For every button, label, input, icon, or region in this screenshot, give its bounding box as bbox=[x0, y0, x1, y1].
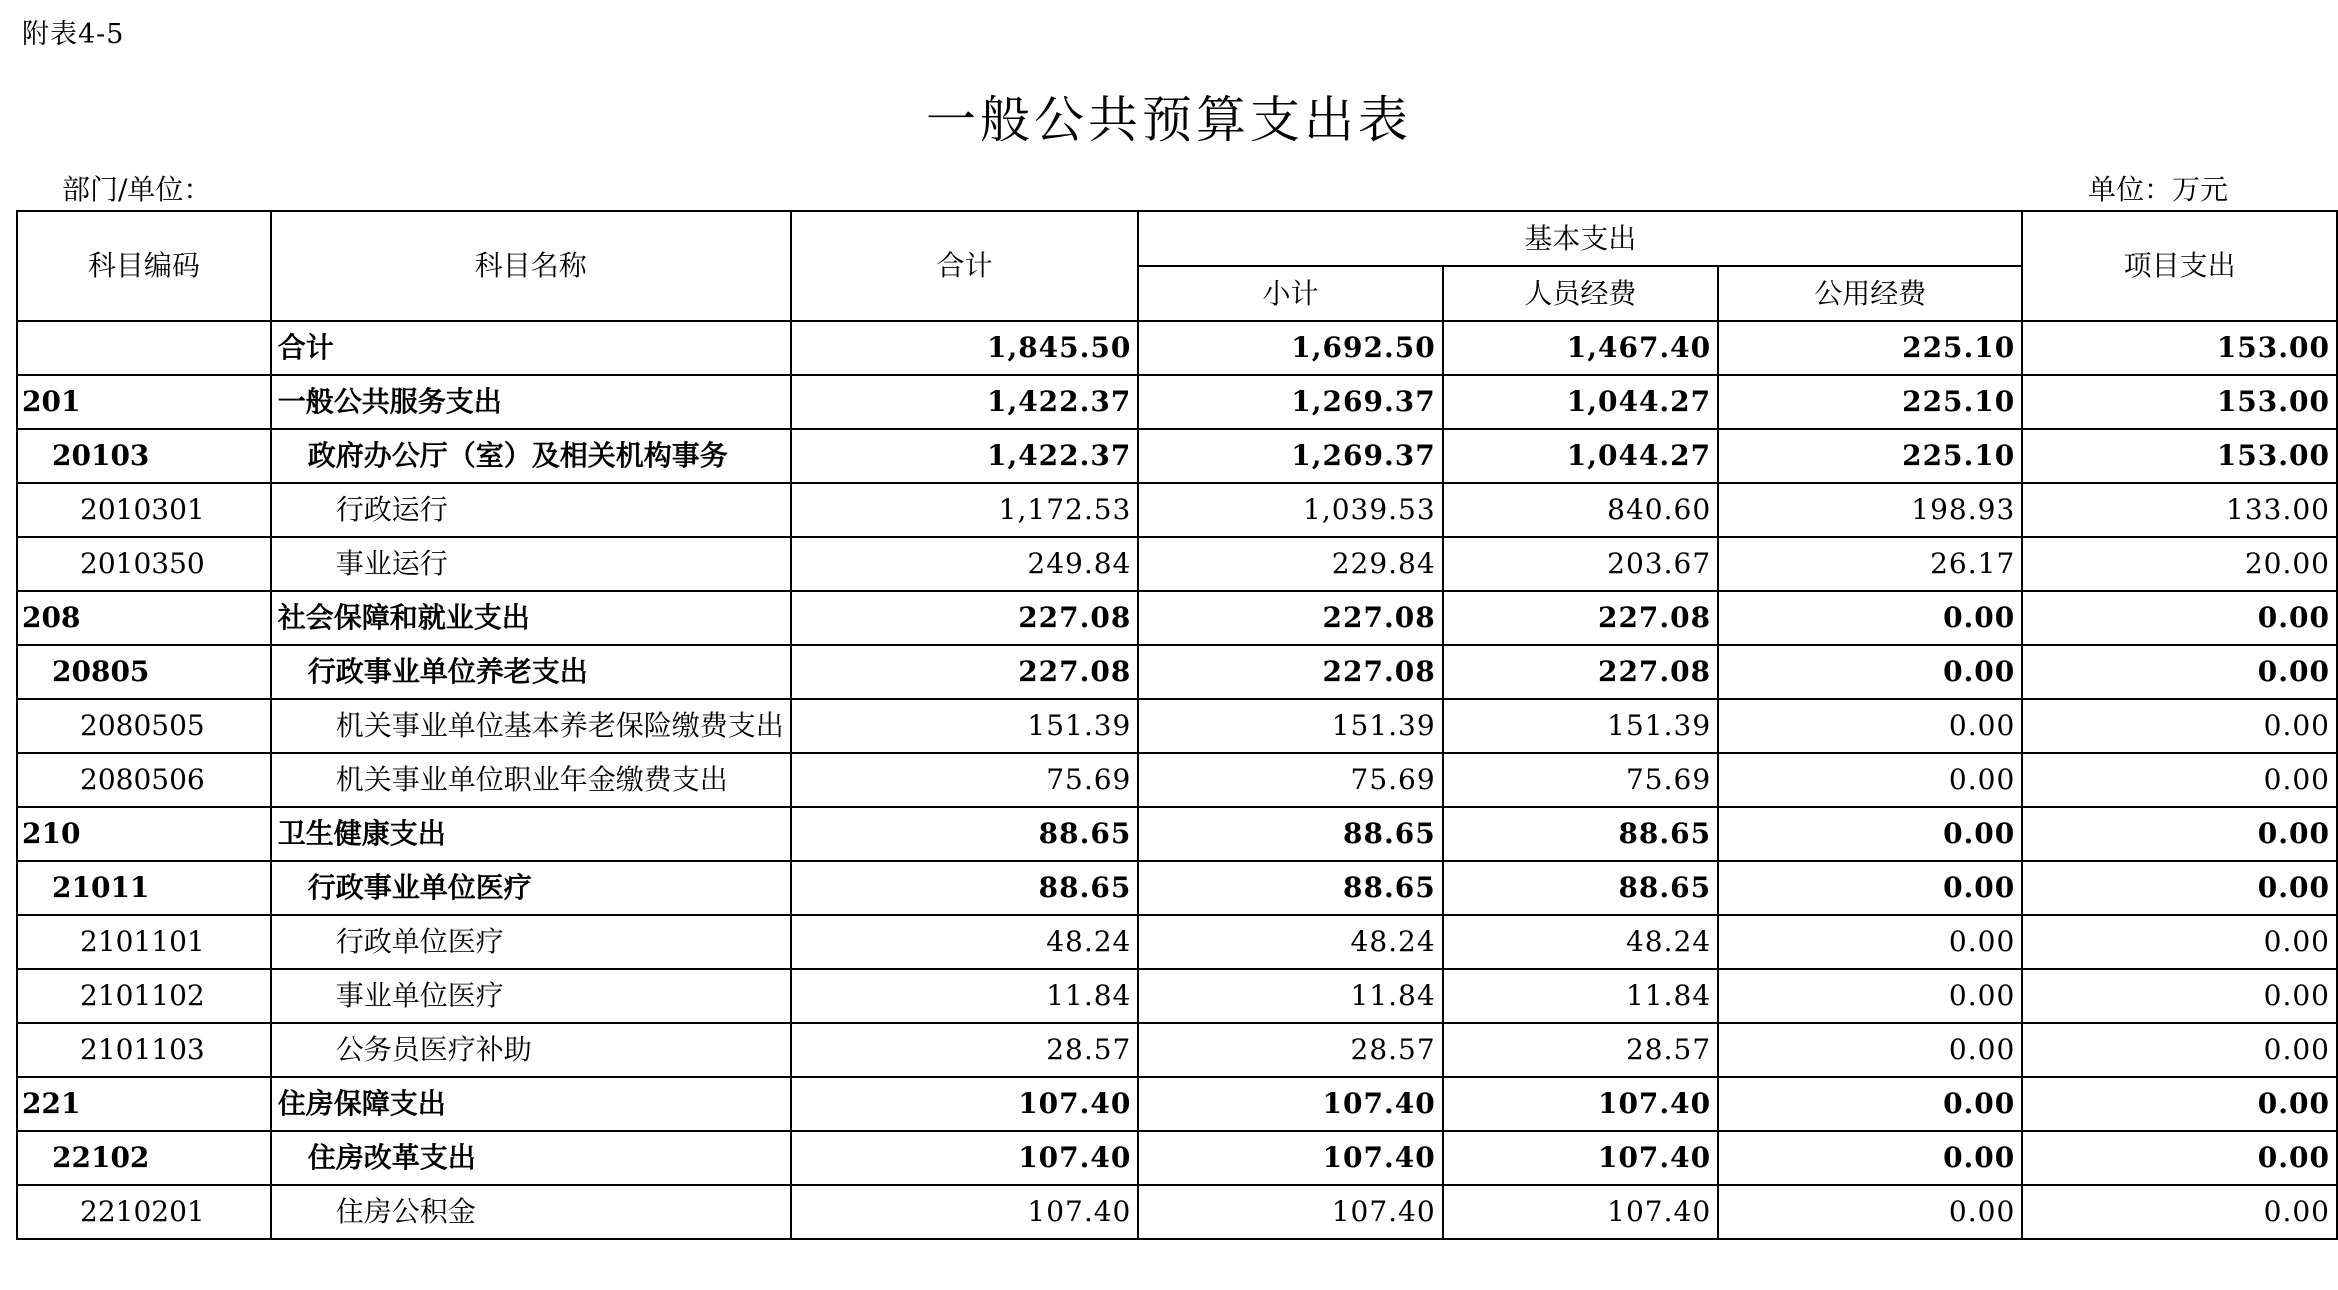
header-row-1 bbox=[17, 211, 2337, 266]
page-title: 一般公共预算支出表 bbox=[926, 91, 1412, 149]
table-row bbox=[17, 429, 2337, 483]
subject-code-cell: 2101102 bbox=[17, 969, 271, 1023]
subtotal-cell: 229.84 bbox=[1138, 537, 1442, 591]
header-name: 科目名称 bbox=[271, 211, 791, 321]
project-cell: 0.00 bbox=[2022, 1185, 2337, 1239]
project-cell: 153.00 bbox=[2022, 375, 2337, 429]
project-cell: 0.00 bbox=[2022, 915, 2337, 969]
public-cell: 0.00 bbox=[1718, 591, 2022, 645]
total-cell: 227.08 bbox=[791, 645, 1139, 699]
public-cell: 0.00 bbox=[1718, 969, 2022, 1023]
subject-code-cell bbox=[17, 321, 271, 375]
total-cell: 75.69 bbox=[791, 753, 1139, 807]
subject-code-cell: 210 bbox=[17, 807, 271, 861]
table-row bbox=[17, 591, 2337, 645]
personnel-cell: 11.84 bbox=[1443, 969, 1718, 1023]
subject-code-cell: 2210201 bbox=[17, 1185, 271, 1239]
table-row bbox=[17, 753, 2337, 807]
table-row bbox=[17, 915, 2337, 969]
subject-name-cell: 行政运行 bbox=[271, 483, 791, 537]
header-subtotal: 小计 bbox=[1138, 266, 1442, 321]
table-row bbox=[17, 1077, 2337, 1131]
subtotal-cell: 107.40 bbox=[1138, 1185, 1442, 1239]
public-cell: 0.00 bbox=[1718, 1131, 2022, 1185]
subtotal-cell: 75.69 bbox=[1138, 753, 1442, 807]
total-cell: 249.84 bbox=[791, 537, 1139, 591]
personnel-cell: 48.24 bbox=[1443, 915, 1718, 969]
total-cell: 28.57 bbox=[791, 1023, 1139, 1077]
header-basic-expenditure: 基本支出 bbox=[1138, 211, 2022, 266]
annex-label: 附表4-5 bbox=[22, 19, 125, 50]
project-cell: 133.00 bbox=[2022, 483, 2337, 537]
project-cell: 153.00 bbox=[2022, 429, 2337, 483]
personnel-cell: 227.08 bbox=[1443, 645, 1718, 699]
header-total: 合计 bbox=[791, 211, 1139, 321]
subtotal-cell: 151.39 bbox=[1138, 699, 1442, 753]
subject-code-cell: 20103 bbox=[17, 429, 271, 483]
total-cell: 1,172.53 bbox=[791, 483, 1139, 537]
subtotal-cell: 1,269.37 bbox=[1138, 429, 1442, 483]
total-cell: 151.39 bbox=[791, 699, 1139, 753]
header-code: 科目编码 bbox=[17, 211, 271, 321]
table-row bbox=[17, 1023, 2337, 1077]
public-cell: 225.10 bbox=[1718, 321, 2022, 375]
total-cell: 88.65 bbox=[791, 861, 1139, 915]
public-cell: 0.00 bbox=[1718, 915, 2022, 969]
total-cell: 107.40 bbox=[791, 1185, 1139, 1239]
public-cell: 0.00 bbox=[1718, 807, 2022, 861]
unit-label: 单位：万元 bbox=[2088, 173, 2229, 206]
subject-name-cell: 行政单位医疗 bbox=[271, 915, 791, 969]
public-cell: 0.00 bbox=[1718, 861, 2022, 915]
subtotal-cell: 88.65 bbox=[1138, 861, 1442, 915]
subject-name-cell: 政府办公厅（室）及相关机构事务 bbox=[271, 429, 791, 483]
subject-code-cell: 221 bbox=[17, 1077, 271, 1131]
subject-name-cell: 住房保障支出 bbox=[271, 1077, 791, 1131]
subject-code-cell: 2101101 bbox=[17, 915, 271, 969]
subtotal-cell: 227.08 bbox=[1138, 591, 1442, 645]
subject-name-cell: 行政事业单位医疗 bbox=[271, 861, 791, 915]
project-cell: 20.00 bbox=[2022, 537, 2337, 591]
project-cell: 0.00 bbox=[2022, 1077, 2337, 1131]
project-cell: 0.00 bbox=[2022, 699, 2337, 753]
table-body bbox=[17, 321, 2337, 1239]
personnel-cell: 1,467.40 bbox=[1443, 321, 1718, 375]
subtotal-cell: 48.24 bbox=[1138, 915, 1442, 969]
total-cell: 107.40 bbox=[791, 1131, 1139, 1185]
public-cell: 0.00 bbox=[1718, 1023, 2022, 1077]
table-row bbox=[17, 1131, 2337, 1185]
project-cell: 0.00 bbox=[2022, 645, 2337, 699]
total-cell: 1,422.37 bbox=[791, 429, 1139, 483]
public-cell: 26.17 bbox=[1718, 537, 2022, 591]
public-cell: 225.10 bbox=[1718, 429, 2022, 483]
personnel-cell: 107.40 bbox=[1443, 1077, 1718, 1131]
personnel-cell: 88.65 bbox=[1443, 861, 1718, 915]
subtotal-cell: 1,269.37 bbox=[1138, 375, 1442, 429]
total-cell: 227.08 bbox=[791, 591, 1139, 645]
public-cell: 0.00 bbox=[1718, 699, 2022, 753]
subject-code-cell: 21011 bbox=[17, 861, 271, 915]
subject-code-cell: 2101103 bbox=[17, 1023, 271, 1077]
personnel-cell: 88.65 bbox=[1443, 807, 1718, 861]
subject-code-cell: 2010301 bbox=[17, 483, 271, 537]
project-cell: 0.00 bbox=[2022, 753, 2337, 807]
personnel-cell: 840.60 bbox=[1443, 483, 1718, 537]
subtotal-cell: 11.84 bbox=[1138, 969, 1442, 1023]
table-row bbox=[17, 861, 2337, 915]
project-cell: 0.00 bbox=[2022, 807, 2337, 861]
table-row bbox=[17, 807, 2337, 861]
personnel-cell: 151.39 bbox=[1443, 699, 1718, 753]
personnel-cell: 75.69 bbox=[1443, 753, 1718, 807]
subtotal-cell: 1,039.53 bbox=[1138, 483, 1442, 537]
public-cell: 198.93 bbox=[1718, 483, 2022, 537]
public-cell: 225.10 bbox=[1718, 375, 2022, 429]
subtotal-cell: 1,692.50 bbox=[1138, 321, 1442, 375]
subject-name-cell: 合计 bbox=[271, 321, 791, 375]
budget-expenditure-table bbox=[16, 210, 2338, 1240]
subject-code-cell: 201 bbox=[17, 375, 271, 429]
personnel-cell: 203.67 bbox=[1443, 537, 1718, 591]
table-row bbox=[17, 645, 2337, 699]
personnel-cell: 1,044.27 bbox=[1443, 429, 1718, 483]
subtotal-cell: 88.65 bbox=[1138, 807, 1442, 861]
total-cell: 11.84 bbox=[791, 969, 1139, 1023]
subject-code-cell: 2080505 bbox=[17, 699, 271, 753]
personnel-cell: 1,044.27 bbox=[1443, 375, 1718, 429]
subject-name-cell: 卫生健康支出 bbox=[271, 807, 791, 861]
total-cell: 48.24 bbox=[791, 915, 1139, 969]
header-personnel: 人员经费 bbox=[1443, 266, 1718, 321]
project-cell: 153.00 bbox=[2022, 321, 2337, 375]
subtotal-cell: 107.40 bbox=[1138, 1131, 1442, 1185]
table-row bbox=[17, 969, 2337, 1023]
subtotal-cell: 107.40 bbox=[1138, 1077, 1442, 1131]
subject-name-cell: 机关事业单位基本养老保险缴费支出 bbox=[271, 699, 791, 753]
public-cell: 0.00 bbox=[1718, 1077, 2022, 1131]
header-project-expenditure: 项目支出 bbox=[2022, 211, 2337, 321]
subject-name-cell: 公务员医疗补助 bbox=[271, 1023, 791, 1077]
subject-name-cell: 社会保障和就业支出 bbox=[271, 591, 791, 645]
personnel-cell: 107.40 bbox=[1443, 1185, 1718, 1239]
table-row bbox=[17, 1185, 2337, 1239]
project-cell: 0.00 bbox=[2022, 969, 2337, 1023]
table-row bbox=[17, 483, 2337, 537]
subject-name-cell: 住房改革支出 bbox=[271, 1131, 791, 1185]
table-row bbox=[17, 321, 2337, 375]
personnel-cell: 227.08 bbox=[1443, 591, 1718, 645]
project-cell: 0.00 bbox=[2022, 1023, 2337, 1077]
project-cell: 0.00 bbox=[2022, 861, 2337, 915]
table-row bbox=[17, 699, 2337, 753]
subtotal-cell: 227.08 bbox=[1138, 645, 1442, 699]
subject-code-cell: 20805 bbox=[17, 645, 271, 699]
table-row bbox=[17, 375, 2337, 429]
subject-name-cell: 住房公积金 bbox=[271, 1185, 791, 1239]
subject-name-cell: 机关事业单位职业年金缴费支出 bbox=[271, 753, 791, 807]
project-cell: 0.00 bbox=[2022, 1131, 2337, 1185]
public-cell: 0.00 bbox=[1718, 645, 2022, 699]
subtotal-cell: 28.57 bbox=[1138, 1023, 1442, 1077]
subject-name-cell: 事业单位医疗 bbox=[271, 969, 791, 1023]
total-cell: 1,422.37 bbox=[791, 375, 1139, 429]
personnel-cell: 107.40 bbox=[1443, 1131, 1718, 1185]
budget-table-container bbox=[16, 210, 2338, 1240]
subject-name-cell: 行政事业单位养老支出 bbox=[271, 645, 791, 699]
project-cell: 0.00 bbox=[2022, 591, 2337, 645]
table-row bbox=[17, 537, 2337, 591]
subject-name-cell: 一般公共服务支出 bbox=[271, 375, 791, 429]
public-cell: 0.00 bbox=[1718, 1185, 2022, 1239]
department-label: 部门/单位： bbox=[62, 173, 212, 206]
total-cell: 88.65 bbox=[791, 807, 1139, 861]
subject-code-cell: 2010350 bbox=[17, 537, 271, 591]
total-cell: 1,845.50 bbox=[791, 321, 1139, 375]
personnel-cell: 28.57 bbox=[1443, 1023, 1718, 1077]
subject-name-cell: 事业运行 bbox=[271, 537, 791, 591]
public-cell: 0.00 bbox=[1718, 753, 2022, 807]
table-header bbox=[17, 211, 2337, 321]
header-public: 公用经费 bbox=[1718, 266, 2022, 321]
subject-code-cell: 208 bbox=[17, 591, 271, 645]
subject-code-cell: 22102 bbox=[17, 1131, 271, 1185]
total-cell: 107.40 bbox=[791, 1077, 1139, 1131]
subject-code-cell: 2080506 bbox=[17, 753, 271, 807]
